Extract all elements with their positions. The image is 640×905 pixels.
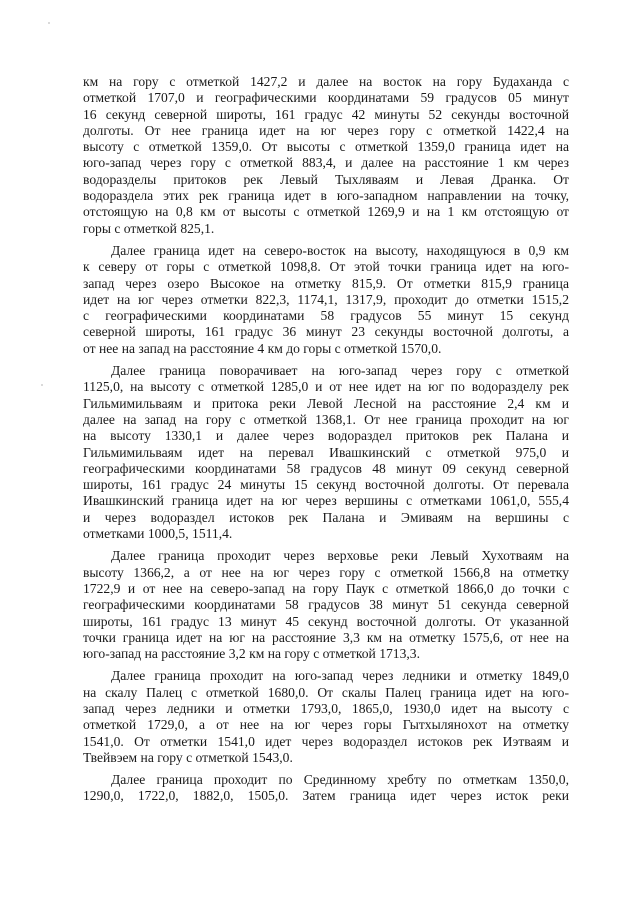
text-line: водоразделы притоков рек Левый Тыхляваям и Левая Дранка. От — [83, 171, 569, 187]
text-line: Далее граница проходит через верховье реки Левый Хухотваям на — [111, 548, 569, 564]
paragraph-3 — [83, 363, 569, 542]
text-line: отметкой 1729,0, а от нее на юг через горы Гытхыляноxот на отметку — [83, 717, 569, 733]
text-line: Далее граница проходит на юго-запад через ледники и отметку 1849,0 — [111, 668, 569, 684]
text-line: 16 секунд северной широты, 161 градус 42 минуты 52 секунды восточной — [83, 106, 569, 122]
text-line: широты, 161 градус 24 минуты 15 секунд восточной долготы. От перевала — [83, 477, 569, 493]
paragraph-5 — [83, 668, 569, 766]
text-line: отметками 1000,5, 1511,4. — [83, 526, 233, 542]
text-line: горы с отметкой 825,1. — [83, 220, 215, 236]
text-line: км на гору с отметкой 1427,2 и далее на восток на гору Будаханда с — [83, 74, 569, 89]
scan-speck — [48, 22, 50, 24]
text-line: запад через озеро Высокое на отметку 815,9. От отметки 815,9 граница — [83, 275, 569, 291]
document-body — [83, 74, 569, 811]
text-line: от нее на запад на расстояние 4 км до горы с отметкой 1570,0. — [83, 340, 442, 356]
text-line: с географическими координатами 58 градусов 55 минут 15 секунд — [83, 308, 569, 324]
text-line: северной широты, 161 градус 36 минут 23 секунды восточной долготы, а — [83, 324, 569, 340]
text-line: 1290,0, 1722,0, 1882,0, 1505,0. Затем граница идет через исток реки — [83, 788, 569, 804]
text-line: отметкой 1707,0 и географическими координатами 59 градусов 05 минут — [83, 90, 569, 106]
text-line: и через водораздел истоков рек Палана и Эмиваям на вершины с — [83, 509, 569, 525]
text-line: географическими координатами 58 градусов 38 минут 51 секунда северной — [83, 597, 569, 613]
text-line: Ивашкинский граница идет на юг через вершины с отметками 1061,0, 555,4 — [83, 493, 569, 509]
text-line: долготы. От нее граница идет на юг через гору с отметкой 1422,4 на — [83, 122, 569, 138]
text-line: Далее граница проходит по Срединному хребту по отметкам 1350,0, — [111, 772, 569, 788]
text-line: юго-запад через гору с отметкой 883,4, и далее на расстояние 1 км через — [83, 155, 569, 171]
text-line: запад через ледники и отметки 1793,0, 1865,0, 1930,0 идет на высоту с — [83, 700, 569, 716]
text-line: водораздела этих рек граница идет в юго-западном направлении на точку, — [83, 188, 569, 204]
text-line: высоту с отметкой 1359,0. От высоты с отметкой 1359,0 граница идет на — [83, 139, 569, 155]
text-line: Гильмимильваям идет на перевал Ивашкинский с отметкой 975,0 и — [83, 444, 569, 460]
text-line: широты, 161 градус 13 минут 45 секунд восточной долготы. От указанной — [83, 613, 569, 629]
text-line: идет на юг через отметки 822,3, 1174,1, 1317,9, проходит до отметки 1515,2 — [83, 291, 569, 307]
text-line: отстоящую на 0,8 км от высоты с отметкой 1269,9 и на 1 км отстоящую от — [83, 204, 569, 220]
paragraph-2 — [83, 243, 569, 357]
text-line: 1125,0, на высоту с отметкой 1285,0 и от нее идет на юг по водоразделу рек — [83, 379, 569, 395]
text-line: Твейвэем на гору с отметкой 1543,0. — [83, 749, 293, 765]
paragraph-4 — [83, 548, 569, 662]
text-line: 1541,0. От отметки 1541,0 идет через водораздел истоков рек Иэтваям и — [83, 733, 569, 749]
paragraph-1 — [83, 74, 569, 237]
text-line: географическими координатами 58 градусов 48 минут 09 секунд северной — [83, 460, 569, 476]
text-line: высоту 1366,2, а от нее на юг через гору с отметкой 1566,8 на отметку — [83, 564, 569, 580]
scan-speck — [41, 384, 43, 386]
paragraph-6 — [83, 772, 569, 805]
text-line: точки граница идет на юг на расстояние 3,3 км на отметку 1575,6, от нее на — [83, 629, 569, 645]
text-line: Далее граница идет на северо-восток на высоту, находящуюся в 0,9 км — [111, 242, 569, 258]
text-line: Гильмимильваям и притока реки Левой Лесной на расстояние 2,4 км и — [83, 395, 569, 411]
text-line: далее на запад на гору с отметкой 1368,1. От нее граница проходит на юг — [83, 411, 569, 427]
text-line: к северу от горы с отметкой 1098,8. От этой точки граница идет на юго- — [83, 259, 569, 275]
text-line: юго-запад на расстояние 3,2 км на гору с отметкой 1713,3. — [83, 646, 420, 662]
text-line: 1722,9 и от нее на северо-запад на гору Паук с отметкой 1866,0 до точки с — [83, 580, 569, 596]
text-line: Далее граница поворачивает на юго-запад через гору с отметкой — [111, 363, 569, 379]
text-line: на скалу Палец с отметкой 1680,0. От скалы Палец граница идет на юго- — [83, 684, 569, 700]
text-line: на высоту 1330,1 и далее через водораздел притоков рек Палана и — [83, 428, 569, 444]
